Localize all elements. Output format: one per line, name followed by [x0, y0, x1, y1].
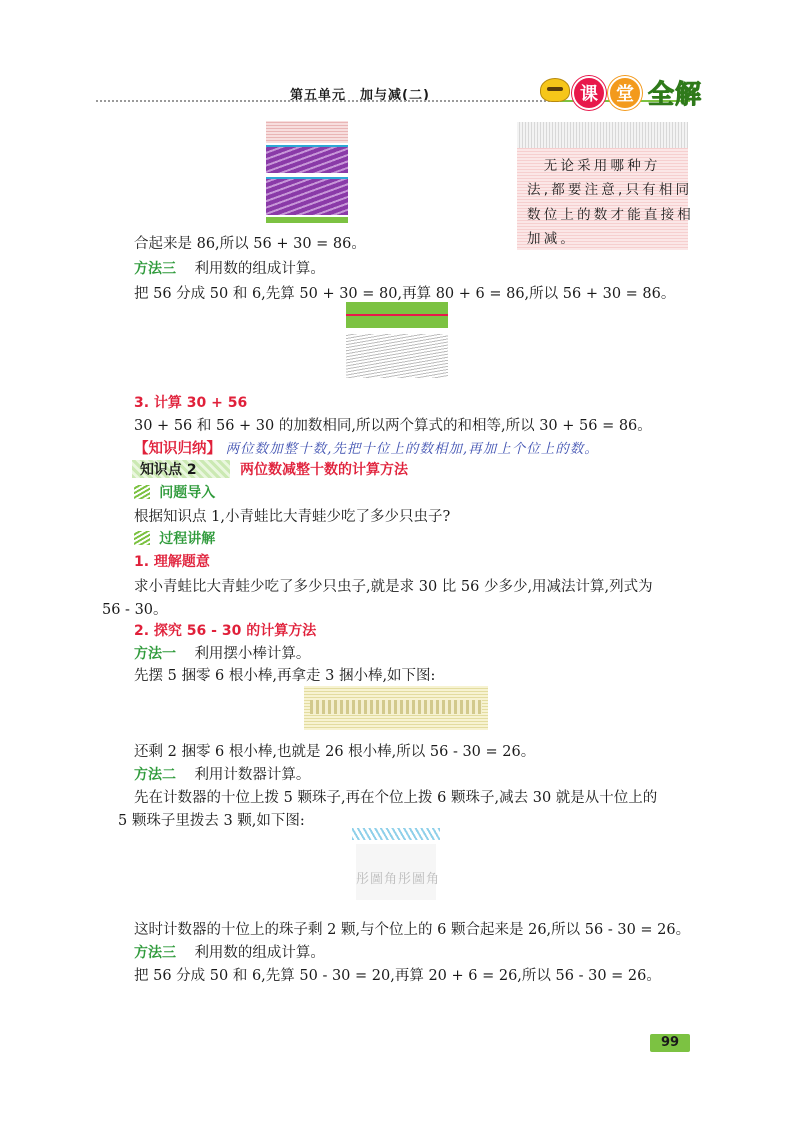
paragraph-decompose-sub: 把 56 分成 50 和 6,先算 50 - 30 = 20,再算 20 + 6 = 26,所以 56 - 30 = 26。: [134, 968, 661, 984]
paragraph-understand-2: 56 - 30。: [102, 602, 168, 618]
method-three-text-sub: 利用数的组成计算。: [194, 945, 325, 961]
paragraph-understand-1: 求小青蛙比大青蛙少吃了多少只虫子,就是求 30 比 56 少多少,用减法计算,列式为: [134, 579, 653, 595]
paragraph-commutative: 30 + 56 和 56 + 30 的加数相同,所以两个算式的和相等,所以 30 + 56 = 86。: [134, 418, 652, 434]
intro-heading: [134, 482, 215, 502]
intro-label: 问题导入: [159, 485, 216, 501]
method-two-label: 方法二: [134, 767, 176, 783]
paragraph-decompose-add: 把 56 分成 50 和 6,先算 50 + 30 = 80,再算 80 + 6 = 86,所以 56 + 30 = 86。: [134, 286, 676, 302]
process-heading: [134, 528, 215, 548]
paragraph-abacus-result: 这时计数器的十位上的珠子剩 2 颗,与个位上的 6 颗合起来是 26,所以 56 - 30 = 26。: [134, 922, 691, 938]
knowledge-summary: [134, 437, 599, 458]
knowledge-point-tag: 知识点 2: [140, 462, 197, 478]
note-line-4: 加减。: [527, 231, 578, 247]
process-label: 过程讲解: [159, 531, 216, 547]
method-three-label-sub: 方法三: [134, 945, 176, 961]
method-three-text: 利用数的组成计算。: [194, 261, 325, 277]
section-icon: [134, 485, 150, 499]
page-number: 99: [650, 1034, 690, 1052]
method-one-label: 方法一: [134, 646, 176, 662]
tip-note-box: [517, 122, 694, 250]
section-icon: [134, 531, 150, 545]
paragraph-result-1: 合起来是 86,所以 56 + 30 = 86。: [134, 236, 366, 252]
summary-label: 【知识归纳】: [134, 441, 221, 457]
method-two-text: 利用计数器计算。: [194, 767, 311, 783]
step-3-title: 3. 计算 30 + 56: [134, 395, 248, 411]
method-one-text: 利用摆小棒计算。: [194, 646, 311, 662]
method-one-heading: [134, 642, 310, 663]
header-divider: [96, 100, 586, 102]
step-2-title: 2. 探究 56 - 30 的计算方法: [134, 623, 317, 639]
note-header-strip: [517, 122, 688, 148]
brand-logo: [572, 74, 702, 111]
summary-text: 两位数加整十数,先把十位上的数相加,再加上个位上的数。: [225, 441, 599, 457]
number-composition-figure: [346, 302, 448, 382]
paragraph-sticks: 先摆 5 捆零 6 根小棒,再拿走 3 捆小棒,如下图:: [134, 668, 436, 684]
method-three-heading: [134, 257, 325, 278]
paragraph-abacus-2: 5 颗珠子里拨去 3 颗,如下图:: [118, 813, 305, 829]
bee-mascot-icon: [540, 78, 570, 102]
brand-char-1: 课: [572, 76, 606, 110]
paragraph-abacus-1: 先在计数器的十位上拨 5 颗珠子,再在个位上拨 6 颗珠子,减去 30 就是从十位上的: [134, 790, 658, 806]
brand-text: 全解: [648, 80, 703, 110]
abacus-label: 彤圖角彤圖角: [356, 872, 441, 887]
abacus-figure: [352, 828, 440, 902]
paragraph-sticks-result: 还剩 2 捆零 6 根小棒,也就是 26 根小棒,所以 56 - 30 = 26。: [134, 744, 536, 760]
sticks-removal-figure: [304, 686, 488, 730]
brand-char-2: 堂: [608, 76, 642, 110]
knowledge-point-title: 两位数减整十数的计算方法: [240, 462, 408, 478]
unit-title: 第五单元 加与减(二): [290, 88, 430, 103]
paragraph-question: 根据知识点 1,小青蛙比大青蛙少吃了多少只虫子?: [134, 509, 451, 525]
note-line-3: 数位上的数才能直接相: [527, 207, 694, 223]
method-three-label: 方法三: [134, 261, 176, 277]
method-three-heading-sub: [134, 941, 325, 962]
method-two-heading: [134, 763, 310, 784]
note-line-2: 法,都要注意,只有相同: [527, 182, 693, 198]
stick-bundles-figure: [266, 121, 348, 225]
step-1-title: 1. 理解题意: [134, 554, 210, 570]
note-line-1: 无论采用哪种方: [527, 158, 661, 174]
